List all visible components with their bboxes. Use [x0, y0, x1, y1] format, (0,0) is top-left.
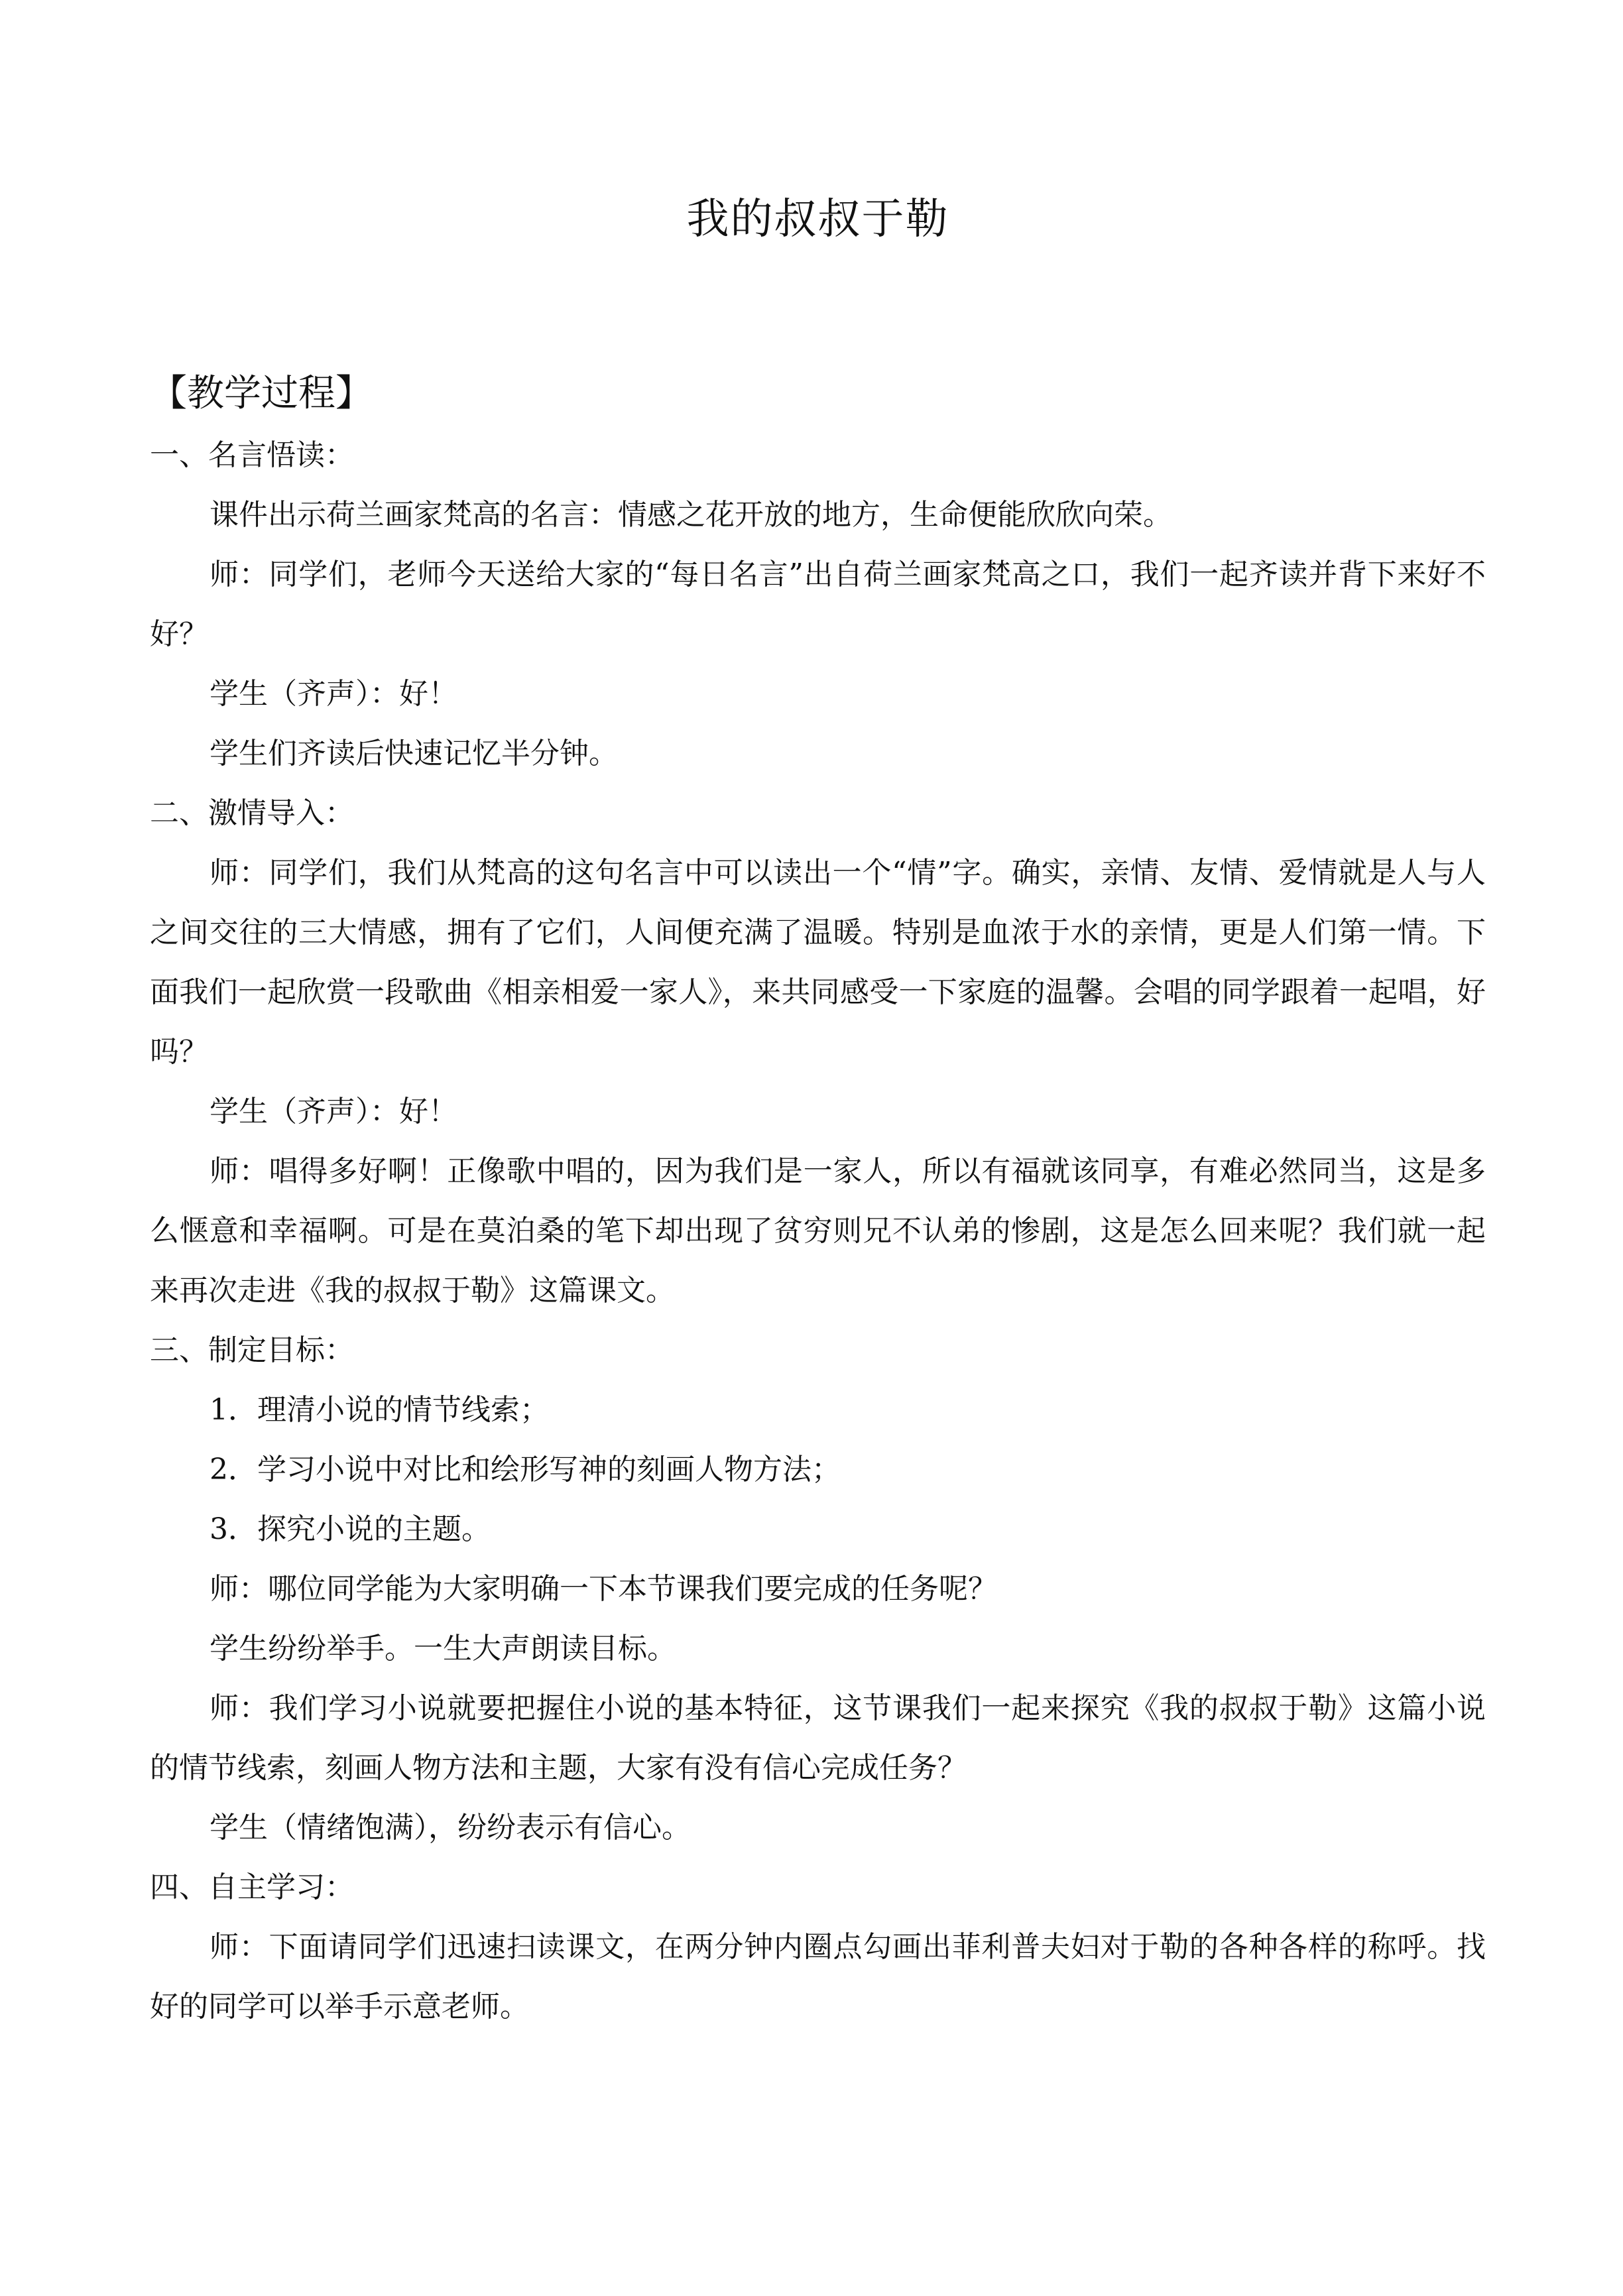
paragraph: 师：同学们，我们从梵高的这句名言中可以读出一个“情”字。确实，亲情、友情、爱情就是人与人之间交往的三大情感，拥有了它们，人间便充满了温暖。特别是血浓于水的亲情，更是人们第一情。下面我们一起欣赏一段歌曲《相亲相爱一家人》，来共同感受一下家庭的温馨。会唱的同学跟着一起唱，好吗？ — [150, 856, 1486, 1069]
part-heading-4: 四、自主学习： — [150, 1870, 354, 1904]
goal-item: 1．理清小说的情节线索； — [210, 1393, 549, 1427]
paragraph: 学生们齐读后快速记忆半分钟。 — [210, 737, 618, 770]
paragraph: 学生（齐声）：好！ — [210, 1095, 457, 1128]
section-heading: 【教学过程】 — [150, 372, 373, 415]
part-heading-3: 三、制定目标： — [150, 1333, 354, 1367]
document-body — [150, 190, 1486, 2037]
paragraph: 师：我们学习小说就要把握住小说的基本特征，这节课我们一起来探究《我的叔叔于勒》这篇小说的情节线索，刻画人物方法和主题，大家有没有信心完成任务？ — [150, 1691, 1486, 1785]
paragraph: 师：哪位同学能为大家明确一下本节课我们要完成的任务呢？ — [210, 1572, 997, 1606]
paragraph: 课件出示荷兰画家梵高的名言：情感之花开放的地方，生命便能欣欣向荣。 — [210, 498, 1172, 532]
paragraph: 学生（齐声）：好！ — [210, 677, 457, 711]
goal-item: 2．学习小说中对比和绘形写神的刻画人物方法； — [210, 1453, 841, 1486]
part-heading-1: 一、名言悟读： — [150, 438, 354, 472]
paragraph: 学生纷纷举手。一生大声朗读目标。 — [210, 1632, 676, 1665]
paragraph: 师：下面请同学们迅速扫读课文，在两分钟内圈点勾画出菲利普夫妇对于勒的各种各样的称呼。找好的同学可以举手示意老师。 — [150, 1930, 1486, 2024]
paragraph: 师：同学们，老师今天送给大家的“每日名言”出自荷兰画家梵高之口，我们一起齐读并背下来好不好？ — [150, 558, 1486, 651]
title-spacer — [150, 249, 1486, 367]
paragraph: 师：唱得多好啊！正像歌中唱的，因为我们是一家人，所以有福就该同享，有难必然同当，这是多么惬意和幸福啊。可是在莫泊桑的笔下却出现了贫穷则兄不认弟的惨剧，这是怎么回来呢？我们就一起来再次走进《我的叔叔于勒》这篇课文。 — [150, 1154, 1486, 1307]
document-title: 我的叔叔于勒 — [686, 195, 949, 244]
paragraph: 学生（情绪饱满），纷纷表示有信心。 — [210, 1811, 691, 1844]
goal-item: 3．探究小说的主题。 — [210, 1512, 491, 1546]
part-heading-2: 二、激情导入： — [150, 796, 354, 830]
